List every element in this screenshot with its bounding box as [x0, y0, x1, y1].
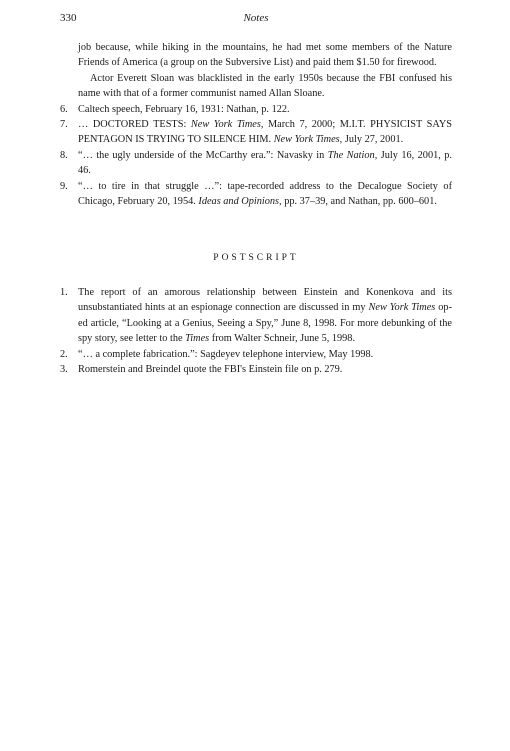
- note-text: “… a complete fabrication.”: Sagdeyev telephone interview, May 1998.: [78, 348, 374, 360]
- note-9: [60, 179, 452, 210]
- notes-content: [60, 40, 452, 377]
- note-number: 6.: [60, 103, 68, 115]
- note-text: “… the ugly underside of the McCarthy era.”: Navasky in: [78, 149, 328, 161]
- note-7: [60, 117, 452, 148]
- note-text: March 7, 2000; M.I.T. PHYSICIST SAYS PENTAGON IS TRYING TO SILENCE HIM.: [78, 119, 452, 146]
- note-continuation: job because, while hiking in the mountains, he had met some members of the Nature Friends of America (a group on the Subversive List) and paid them $1.50 for firewood.: [78, 42, 452, 69]
- publication-title: New York Times,: [273, 134, 343, 146]
- page-number: 330: [60, 12, 77, 24]
- publication-title: Times: [185, 333, 210, 345]
- publication-title: Ideas and Opinions,: [198, 196, 282, 208]
- note-text: … DOCTORED TESTS:: [78, 119, 191, 131]
- postscript-note-1: [60, 285, 452, 347]
- note-continuation-paragraph: Actor Everett Sloan was blacklisted in the early 1950s because the FBI confused his name with that of a former communist named Allan Sloane.: [78, 72, 452, 100]
- running-title: Notes: [243, 12, 269, 24]
- publication-title: The Nation,: [327, 149, 378, 161]
- note-number: 3.: [60, 363, 68, 375]
- publication-title: New York Times,: [190, 119, 264, 131]
- note-number: 7.: [60, 119, 68, 131]
- postscript-note-2: [60, 347, 452, 362]
- note-6: [60, 102, 452, 117]
- note-text: July 27, 2001.: [342, 134, 404, 146]
- note-text: Romerstein and Breindel quote the FBI's Einstein file on p. 279.: [78, 363, 343, 375]
- note-text: The report of an amorous relationship between Einstein and Konenkova and its unsubstantiated hints at an espionage connection are discussed in my: [78, 286, 452, 314]
- note-text: July 16, 2001, p. 46.: [78, 149, 452, 177]
- note-number: 8.: [60, 149, 68, 161]
- postscript-note-3: [60, 362, 452, 377]
- postscript-heading: POSTSCRIPT: [213, 253, 299, 264]
- note-text: op-ed article, “Looking at a Genius, Seeing a Spy,” June 8, 1998. For more debunking of the spy story, see letter to the: [78, 302, 452, 345]
- note-number: 2.: [60, 348, 68, 360]
- note-text: from Walter Schneir, June 5, 1998.: [209, 333, 356, 345]
- note-text: pp. 37–39, and Nathan, pp. 600–601.: [281, 196, 437, 208]
- note-number: 9.: [60, 180, 68, 192]
- note-8: [60, 148, 452, 179]
- running-head: [60, 12, 452, 28]
- note-text: Caltech speech, February 16, 1931: Nathan, p. 122.: [78, 103, 290, 115]
- note-number: 1.: [60, 286, 68, 298]
- note-text: “… to tire in that struggle …”: tape-recorded address to the Decalogue Society of Chicago, February 20, 1954.: [78, 180, 452, 208]
- publication-title: New York Times: [368, 302, 436, 314]
